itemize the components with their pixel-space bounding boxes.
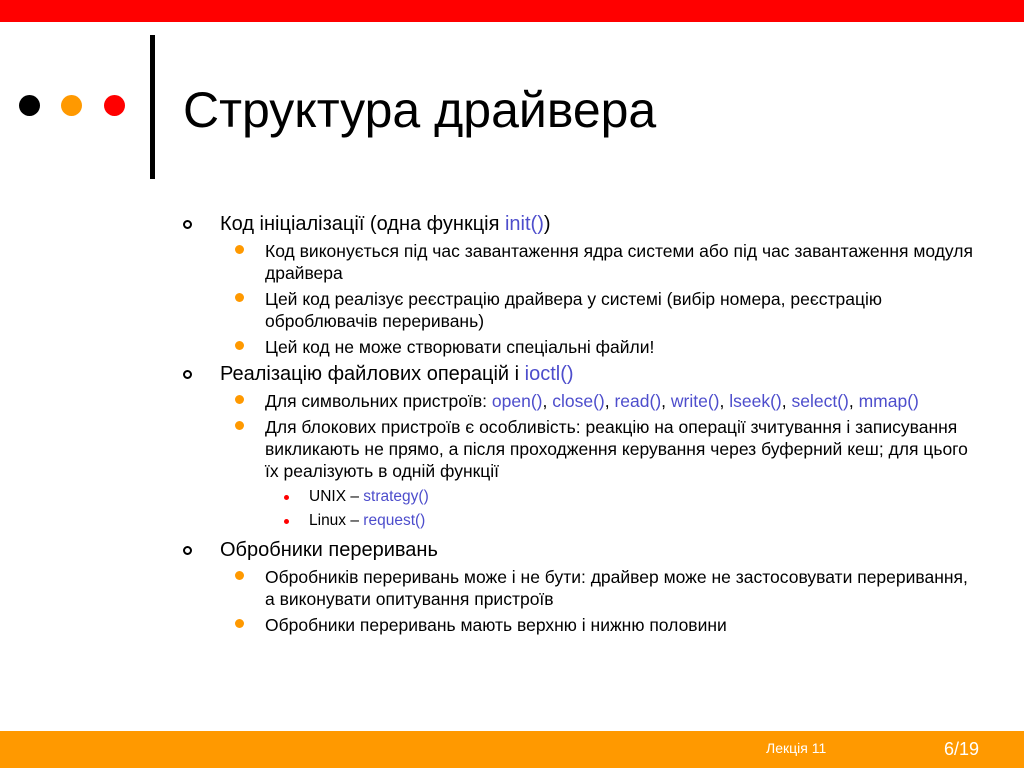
sub-bullet-text: Цей код реалізує реєстрацію драйвера у системі (вибір номера, реєстрацію оброблювачів переривань)	[265, 289, 883, 331]
slide-content	[183, 212, 973, 640]
code-function: lseek()	[729, 391, 782, 411]
bottom-accent-bar	[0, 731, 1024, 768]
sub-sub-bullet	[183, 510, 973, 532]
orange-bullet-icon	[235, 395, 244, 404]
code-function: ioctl()	[524, 363, 574, 385]
code-function: close()	[552, 391, 605, 411]
ring-bullet-icon	[183, 220, 192, 229]
red-bullet-icon	[284, 519, 289, 524]
orange-bullet-icon	[235, 619, 244, 628]
sub-bullet-text: Код виконується під час завантаження ядра системи або під час завантаження модуля драйвера	[265, 241, 973, 283]
code-function: select()	[791, 391, 849, 411]
sub-bullet	[183, 614, 973, 636]
slide-title: Структура драйвера	[183, 82, 657, 138]
code-function: open()	[491, 391, 543, 411]
sub-bullet	[183, 336, 973, 358]
bullet-text: Обробники переривань	[220, 539, 438, 561]
sub-bullet	[183, 288, 973, 332]
bullet-file-operations	[183, 362, 973, 386]
bullet-text: )	[543, 213, 551, 235]
code-function: init()	[504, 213, 544, 235]
sub-sub-bullet-text: UNIX –	[309, 488, 364, 505]
sub-bullet	[183, 566, 973, 610]
footer-lecture-label: Лекція 11	[766, 740, 827, 756]
code-function: mmap()	[858, 391, 919, 411]
sub-bullet-text: Для блокових пристроїв є особливість: реакцію на операції зчитування і записування викликають не прямо, а після проходження керування через буферний кеш; для цього їх реалізують в одній функції	[265, 417, 968, 481]
orange-bullet-icon	[235, 341, 244, 350]
orange-bullet-icon	[235, 421, 244, 430]
code-function: read()	[614, 391, 662, 411]
code-function: strategy()	[363, 488, 429, 505]
orange-bullet-icon	[235, 245, 244, 254]
bullet-init	[183, 212, 973, 236]
page-number: 6/19	[944, 739, 980, 759]
orange-bullet-icon	[235, 571, 244, 580]
black-dot-icon	[19, 95, 40, 116]
red-dot-icon	[104, 95, 125, 116]
bullet-text: Код ініціалізації (одна функція	[220, 213, 505, 235]
bullet-text: Реалізацію файлових операцій і	[220, 363, 525, 385]
title-divider-line	[150, 35, 155, 179]
code-function: request()	[363, 512, 426, 529]
orange-bullet-icon	[235, 293, 244, 302]
top-accent-bar	[0, 0, 1024, 22]
orange-dot-icon	[61, 95, 82, 116]
red-bullet-icon	[284, 495, 289, 500]
bullet-interrupt-handlers	[183, 538, 973, 562]
sub-bullet-block-devices	[183, 416, 973, 482]
sub-bullet-text: Для символьних пристроїв:	[265, 391, 492, 411]
sub-bullet-text: Цей код не може створювати спеціальні файли!	[265, 337, 655, 357]
sub-bullet-char-devices: Для символьних пристроїв: open(), close(), read(), write(), lseek(), select(), mmap()	[183, 390, 973, 412]
sub-bullet	[183, 240, 973, 284]
sub-sub-bullet	[183, 486, 973, 508]
ring-bullet-icon	[183, 546, 192, 555]
code-function: write()	[670, 391, 720, 411]
sub-bullet-text: Обробників переривань може і не бути: драйвер може не застосовувати переривання, а виконувати опитування пристроїв	[265, 567, 968, 609]
sub-bullet-text: Обробники переривань мають верхню і нижню половини	[265, 615, 727, 635]
sub-sub-bullet-text: Linux –	[309, 512, 364, 529]
ring-bullet-icon	[183, 370, 192, 379]
